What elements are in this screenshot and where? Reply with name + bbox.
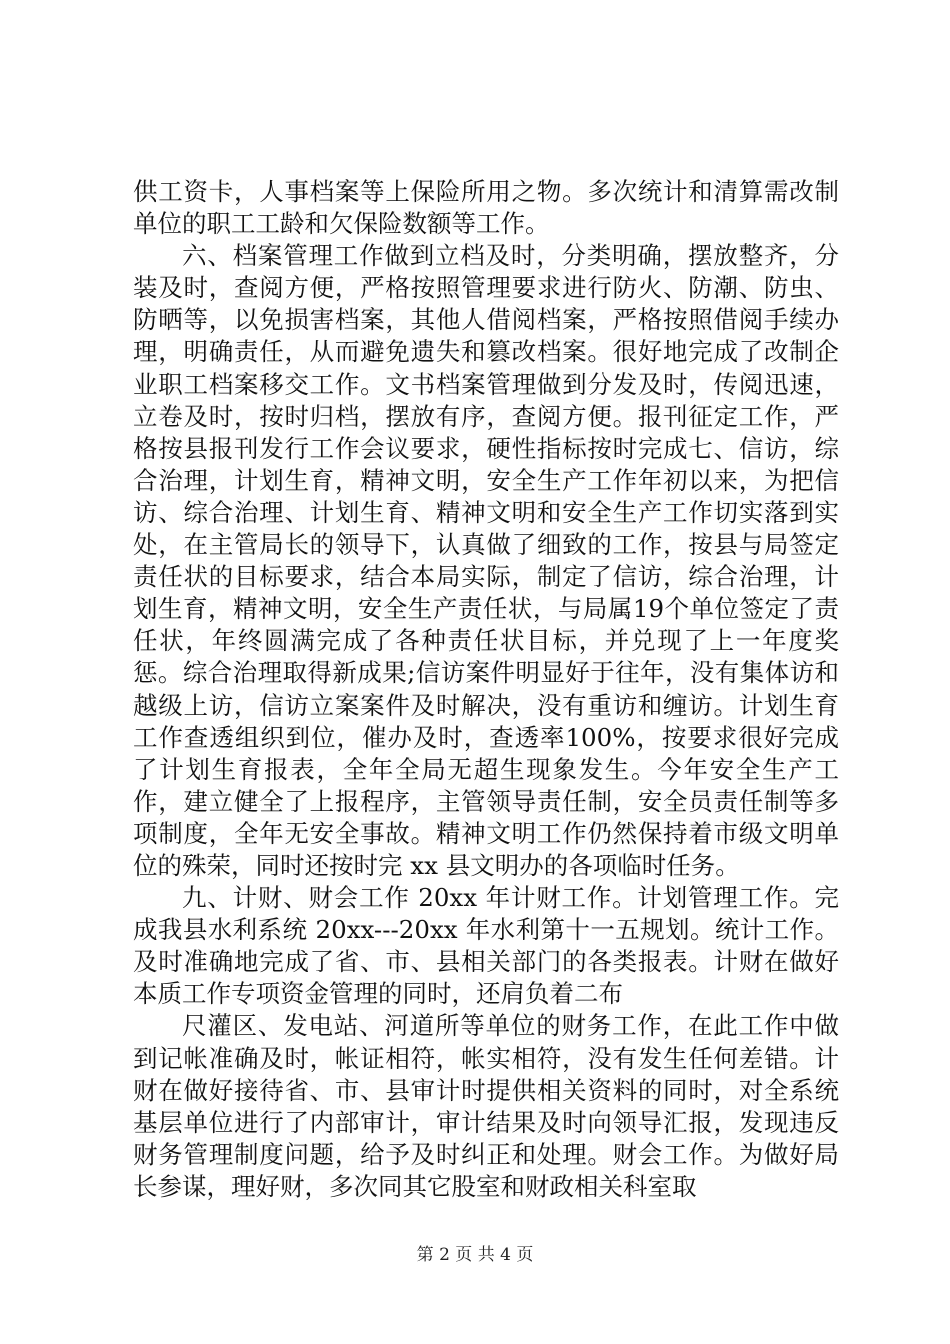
paragraph-finance-work: 九、计财、财会工作 20xx 年计财工作。计划管理工作。完成我县水利系统 20xx---20xx 年水利第十一五规划。统计工作。及时准确地完成了省、市、县相关部门的各类报表。计财在做好本质工作专项资金管理的同时，还肩负着二布	[133, 883, 839, 1009]
paragraph-continuation: 供工资卡，人事档案等上保险所用之物。多次统计和清算需改制单位的职工工龄和欠保险数额等工作。	[133, 177, 839, 239]
page-number-footer: 第 2 页 共 4 页	[416, 1245, 534, 1265]
document-body	[133, 176, 839, 1203]
paragraph-accounting-work: 尺灌区、发电站、河道所等单位的财务工作，在此工作中做到记帐准确及时，帐证相符，帐实相符，没有发生任何差错。计财在做好接待省、市、县审计时提供相关资料的同时，对全系统基层单位进行了内部审计，审计结果及时向领导汇报，发现违反财务管理制度问题，给予及时纠正和处理。财会工作。为做好局长参谋，理好财，多次同其它股室和财政相关科室取	[133, 1011, 839, 1201]
paragraph-archives-management: 六、档案管理工作做到立档及时，分类明确，摆放整齐，分装及时，查阅方便，严格按照管理要求进行防火、防潮、防虫、防晒等，以免损害档案，其他人借阅档案，严格按照借阅手续办理，明确责任，从而避免遗失和篡改档案。很好地完成了改制企业职工档案移交工作。文书档案管理做到分发及时，传阅迅速，立卷及时，按时归档，摆放有序，查阅方便。报刊征定工作，严格按县报刊发行工作会议要求，硬性指标按时完成七、信访，综合治理，计划生育，精神文明，安全生产工作年初以来，为把信访、综合治理、计划生育、精神文明和安全生产工作切实落到实处，在主管局长的领导下，认真做了细致的工作，按县与局签定责任状的目标要求，结合本局实际，制定了信访，综合治理，计划生育，精神文明，安全生产责任状，与局属19个单位签定了责任状，年终圆满完成了各种责任状目标，并兑现了上一年度奖惩。综合治理取得新成果;信访案件明显好于往年，没有集体访和越级上访，信访立案案件及时解决，没有重访和缠访。计划生育工作查透组织到位，催办及时，查透率100%，按要求很好完成了计划生育报表，全年全局无超生现象发生。今年安全生产工作，建立健全了上报程序，主管领导责任制，安全员责任制等多项制度，全年无安全事故。精神文明工作仍然保持着市级文明单位的殊荣，同时还按时完 xx 县文明办的各项临时任务。	[133, 241, 839, 880]
